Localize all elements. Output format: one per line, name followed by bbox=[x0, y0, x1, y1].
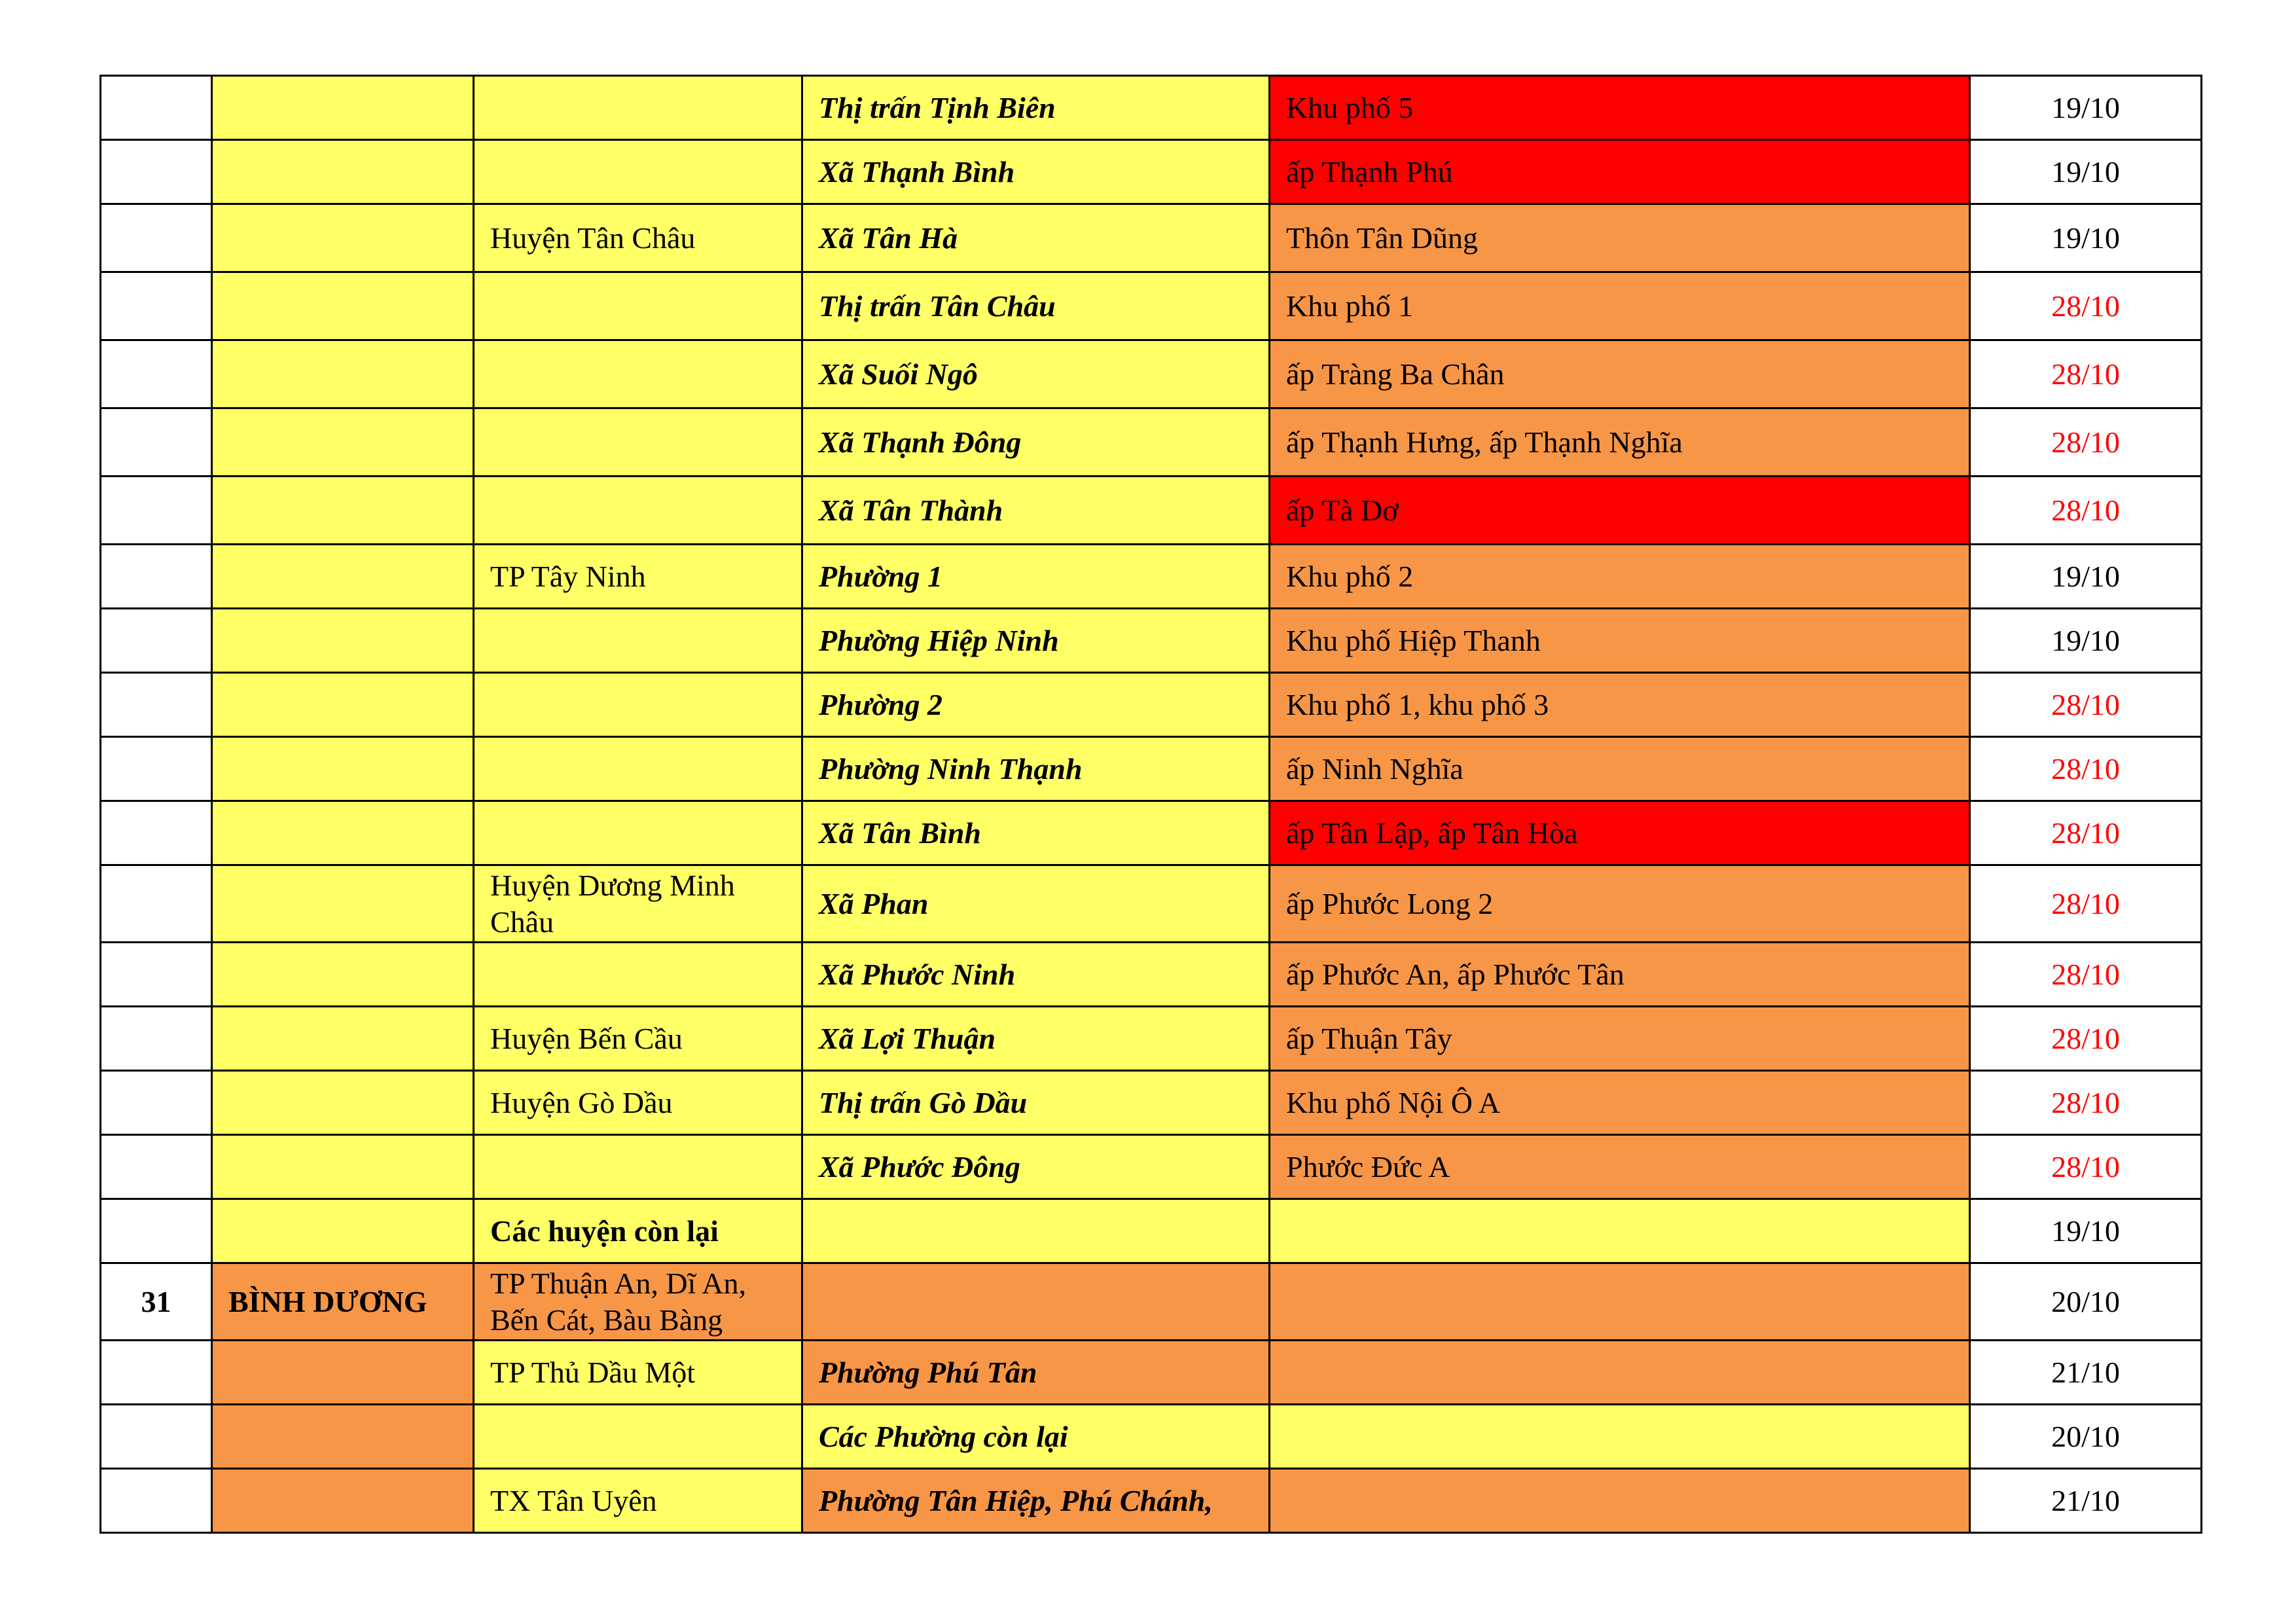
covid-area-table bbox=[99, 75, 2202, 1534]
ward-cell: Phường 1 bbox=[802, 545, 1270, 609]
stt-cell bbox=[101, 1469, 212, 1533]
district-cell bbox=[474, 408, 802, 477]
province-cell bbox=[212, 340, 474, 408]
stt-cell bbox=[101, 545, 212, 609]
province-cell bbox=[212, 673, 474, 737]
date-cell: 19/10 bbox=[1970, 609, 2202, 673]
area-cell: Khu phố Hiệp Thanh bbox=[1270, 609, 1970, 673]
date-cell: 28/10 bbox=[1970, 408, 2202, 477]
ward-cell: Xã Thạnh Đông bbox=[802, 408, 1270, 477]
province-cell bbox=[212, 801, 474, 865]
district-cell bbox=[474, 140, 802, 204]
district-cell bbox=[474, 1405, 802, 1469]
table-row bbox=[101, 609, 2202, 673]
table-row bbox=[101, 1341, 2202, 1405]
date-cell: 28/10 bbox=[1970, 1007, 2202, 1071]
area-cell: Phước Đức A bbox=[1270, 1135, 1970, 1199]
district-cell bbox=[474, 801, 802, 865]
table-row bbox=[101, 1469, 2202, 1533]
table-row bbox=[101, 801, 2202, 865]
area-cell: Khu phố 5 bbox=[1270, 76, 1970, 140]
ward-cell: Phường Hiệp Ninh bbox=[802, 609, 1270, 673]
area-cell: ấp Tân Lập, ấp Tân Hòa bbox=[1270, 801, 1970, 865]
district-cell bbox=[474, 76, 802, 140]
province-cell bbox=[212, 545, 474, 609]
table-row bbox=[101, 1405, 2202, 1469]
ward-cell: Xã Thạnh Bình bbox=[802, 140, 1270, 204]
district-cell: TP Thuận An, Dĩ An, Bến Cát, Bàu Bàng bbox=[474, 1263, 802, 1341]
date-cell: 19/10 bbox=[1970, 1199, 2202, 1263]
area-cell: Khu phố 2 bbox=[1270, 545, 1970, 609]
province-cell bbox=[212, 609, 474, 673]
date-cell: 28/10 bbox=[1970, 272, 2202, 340]
province-cell bbox=[212, 272, 474, 340]
province-cell bbox=[212, 737, 474, 801]
ward-cell: Phường 2 bbox=[802, 673, 1270, 737]
date-cell: 19/10 bbox=[1970, 545, 2202, 609]
table-row bbox=[101, 1263, 2202, 1341]
stt-cell bbox=[101, 1007, 212, 1071]
table-row bbox=[101, 76, 2202, 140]
area-cell: ấp Thạnh Hưng, ấp Thạnh Nghĩa bbox=[1270, 408, 1970, 477]
ward-cell: Xã Tân Hà bbox=[802, 204, 1270, 272]
table-row bbox=[101, 673, 2202, 737]
date-cell: 19/10 bbox=[1970, 204, 2202, 272]
province-cell bbox=[212, 204, 474, 272]
date-cell: 20/10 bbox=[1970, 1405, 2202, 1469]
table-row bbox=[101, 408, 2202, 477]
date-cell: 28/10 bbox=[1970, 340, 2202, 408]
ward-cell: Phường Ninh Thạnh bbox=[802, 737, 1270, 801]
area-cell: ấp Thuận Tây bbox=[1270, 1007, 1970, 1071]
stt-cell bbox=[101, 1405, 212, 1469]
district-cell bbox=[474, 943, 802, 1007]
table-row bbox=[101, 1135, 2202, 1199]
stt-cell bbox=[101, 76, 212, 140]
stt-cell bbox=[101, 865, 212, 943]
stt-cell: 31 bbox=[101, 1263, 212, 1341]
area-cell: Khu phố 1, khu phố 3 bbox=[1270, 673, 1970, 737]
stt-cell bbox=[101, 140, 212, 204]
stt-cell bbox=[101, 673, 212, 737]
ward-cell: Xã Lợi Thuận bbox=[802, 1007, 1270, 1071]
area-cell bbox=[1270, 1199, 1970, 1263]
district-cell: TP Tây Ninh bbox=[474, 545, 802, 609]
area-cell: Thôn Tân Dũng bbox=[1270, 204, 1970, 272]
province-cell bbox=[212, 1341, 474, 1405]
stt-cell bbox=[101, 943, 212, 1007]
stt-cell bbox=[101, 1199, 212, 1263]
province-cell bbox=[212, 943, 474, 1007]
district-cell bbox=[474, 609, 802, 673]
district-cell bbox=[474, 673, 802, 737]
table-row bbox=[101, 204, 2202, 272]
stt-cell bbox=[101, 340, 212, 408]
ward-cell bbox=[802, 1263, 1270, 1341]
district-cell: Huyện Gò Dầu bbox=[474, 1071, 802, 1135]
stt-cell bbox=[101, 204, 212, 272]
ward-cell: Phường Tân Hiệp, Phú Chánh, bbox=[802, 1469, 1270, 1533]
district-cell: Huyện Bến Cầu bbox=[474, 1007, 802, 1071]
district-cell bbox=[474, 340, 802, 408]
area-cell: ấp Tràng Ba Chân bbox=[1270, 340, 1970, 408]
district-cell bbox=[474, 272, 802, 340]
table-row bbox=[101, 545, 2202, 609]
area-cell: ấp Phước Long 2 bbox=[1270, 865, 1970, 943]
area-cell: ấp Thạnh Phú bbox=[1270, 140, 1970, 204]
area-cell: ấp Tà Dơ bbox=[1270, 477, 1970, 545]
ward-cell: Phường Phú Tân bbox=[802, 1341, 1270, 1405]
date-cell: 28/10 bbox=[1970, 865, 2202, 943]
ward-cell: Thị trấn Tân Châu bbox=[802, 272, 1270, 340]
ward-cell bbox=[802, 1199, 1270, 1263]
area-cell: ấp Ninh Nghĩa bbox=[1270, 737, 1970, 801]
ward-cell: Xã Phước Đông bbox=[802, 1135, 1270, 1199]
stt-cell bbox=[101, 1341, 212, 1405]
stt-cell bbox=[101, 1135, 212, 1199]
date-cell: 19/10 bbox=[1970, 76, 2202, 140]
table-row bbox=[101, 865, 2202, 943]
area-cell bbox=[1270, 1469, 1970, 1533]
stt-cell bbox=[101, 477, 212, 545]
ward-cell: Xã Suối Ngô bbox=[802, 340, 1270, 408]
stt-cell bbox=[101, 1071, 212, 1135]
area-cell bbox=[1270, 1341, 1970, 1405]
district-cell bbox=[474, 477, 802, 545]
date-cell: 28/10 bbox=[1970, 943, 2202, 1007]
table-row bbox=[101, 140, 2202, 204]
date-cell: 28/10 bbox=[1970, 1071, 2202, 1135]
date-cell: 21/10 bbox=[1970, 1469, 2202, 1533]
province-cell bbox=[212, 1071, 474, 1135]
district-cell: Các huyện còn lại bbox=[474, 1199, 802, 1263]
table-body bbox=[101, 76, 2202, 1533]
table-row bbox=[101, 737, 2202, 801]
ward-cell: Các Phường còn lại bbox=[802, 1405, 1270, 1469]
province-cell bbox=[212, 140, 474, 204]
district-cell bbox=[474, 1135, 802, 1199]
district-cell: TP Thủ Dầu Một bbox=[474, 1341, 802, 1405]
ward-cell: Xã Tân Bình bbox=[802, 801, 1270, 865]
table-row bbox=[101, 477, 2202, 545]
province-cell bbox=[212, 1007, 474, 1071]
district-cell bbox=[474, 737, 802, 801]
ward-cell: Thị trấn Tịnh Biên bbox=[802, 76, 1270, 140]
province-cell bbox=[212, 408, 474, 477]
stt-cell bbox=[101, 737, 212, 801]
ward-cell: Xã Phan bbox=[802, 865, 1270, 943]
province-cell bbox=[212, 1469, 474, 1533]
date-cell: 28/10 bbox=[1970, 1135, 2202, 1199]
stt-cell bbox=[101, 609, 212, 673]
date-cell: 28/10 bbox=[1970, 801, 2202, 865]
district-cell: TX Tân Uyên bbox=[474, 1469, 802, 1533]
table-row bbox=[101, 1007, 2202, 1071]
ward-cell: Thị trấn Gò Dầu bbox=[802, 1071, 1270, 1135]
table-row bbox=[101, 340, 2202, 408]
date-cell: 19/10 bbox=[1970, 140, 2202, 204]
table-row bbox=[101, 1071, 2202, 1135]
date-cell: 28/10 bbox=[1970, 673, 2202, 737]
area-cell: ấp Phước An, ấp Phước Tân bbox=[1270, 943, 1970, 1007]
area-cell: Khu phố Nội Ô A bbox=[1270, 1071, 1970, 1135]
date-cell: 28/10 bbox=[1970, 477, 2202, 545]
table-row bbox=[101, 943, 2202, 1007]
area-cell bbox=[1270, 1263, 1970, 1341]
district-cell: Huyện Tân Châu bbox=[474, 204, 802, 272]
district-cell: Huyện Dương Minh Châu bbox=[474, 865, 802, 943]
ward-cell: Xã Phước Ninh bbox=[802, 943, 1270, 1007]
area-cell bbox=[1270, 1405, 1970, 1469]
area-cell: Khu phố 1 bbox=[1270, 272, 1970, 340]
date-cell: 21/10 bbox=[1970, 1341, 2202, 1405]
province-cell bbox=[212, 477, 474, 545]
province-cell bbox=[212, 865, 474, 943]
stt-cell bbox=[101, 408, 212, 477]
stt-cell bbox=[101, 272, 212, 340]
date-cell: 20/10 bbox=[1970, 1263, 2202, 1341]
table-row bbox=[101, 1199, 2202, 1263]
stt-cell bbox=[101, 801, 212, 865]
province-cell bbox=[212, 76, 474, 140]
province-cell bbox=[212, 1135, 474, 1199]
province-cell bbox=[212, 1199, 474, 1263]
table-row bbox=[101, 272, 2202, 340]
province-cell bbox=[212, 1405, 474, 1469]
date-cell: 28/10 bbox=[1970, 737, 2202, 801]
province-cell: BÌNH DƯƠNG bbox=[212, 1263, 474, 1341]
ward-cell: Xã Tân Thành bbox=[802, 477, 1270, 545]
